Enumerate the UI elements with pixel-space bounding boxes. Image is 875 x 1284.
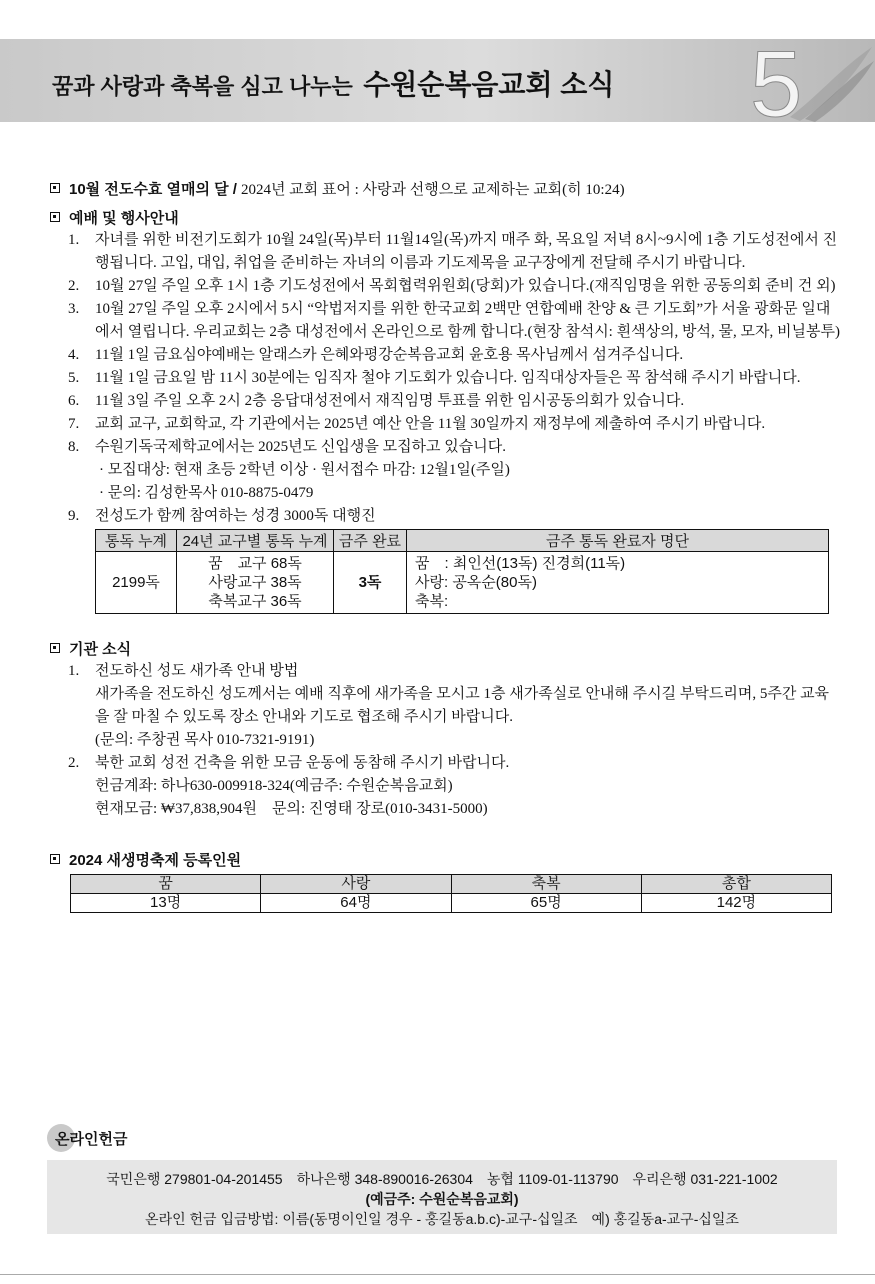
mission-subtitle: 2024년 교회 표어 : 사랑과 선행으로 교제하는 교회(히 10:24) <box>240 181 625 198</box>
table-header-row <box>96 530 829 552</box>
festival-table <box>70 874 832 913</box>
donation-account: 헌금계좌: 하나630-009918-324(예금주: 수원순복음교회) <box>95 778 453 794</box>
list-item: 2. 10월 27일 주일 오후 1시 1층 기도성전에서 목회협력위원회(당회)가 있습니다.(재직임명을 위한 공동의회 준비 건 외) <box>68 278 836 294</box>
orgs-body: 새가족을 전도하신 성도께서는 예배 직후에 새가족을 모시고 1층 새가족실로 안내해 주시길 부탁드리며, 5주간 교육을 잘 마칠 수 있도록 장소 안내와 기도로 협조해 주시기 바랍니다. <box>95 686 830 725</box>
mission-title: 10월 전도수효 열매의 달 / <box>69 180 237 198</box>
festival-heading <box>50 847 840 871</box>
bible-reading-table <box>95 529 829 614</box>
list-item: 9. 전성도가 함께 참여하는 성경 3000독 대행진 <box>68 508 376 524</box>
list-item: 4. 11월 1일 금요심야예배는 알래스카 은혜와평강순복음교회 윤호용 목사님께서 섬겨주십니다. <box>68 347 684 363</box>
list-item: 3. 10월 27일 주일 오후 2시에서 5시 “악법저지를 위한 한국교회 2백만 연합예배 찬양 & 큰 기도회”가 서울 광화문 일대에서 열립니다. 우리교회는 2층 대성전에서 온라인으로 함께 합니다.(현장 참석시: 흰색상의, 방석, 물, 모자, 비닐봉투) <box>68 301 840 340</box>
worship-title: 예배 및 행사안내 <box>69 209 179 227</box>
title-prefix: 꿈과 사랑과 축복을 심고 나누는 <box>52 74 353 99</box>
col-week: 금주 완료 <box>334 530 407 552</box>
festival-title: 2024 새생명축제 등록인원 <box>69 851 242 869</box>
orgs-title: 기관 소식 <box>69 640 132 658</box>
orgs-heading <box>50 636 840 660</box>
admission-info: · 모집대상: 현재 초등 2학년 이상 · 원서접수 마감: 12월1일(주일) <box>99 462 510 478</box>
table-row <box>96 552 829 614</box>
deposit-method: 온라인 헌금 입금방법: 이름(동명이인일 경우 - 홍길동a.b.c)-교구-십일조 예) 홍길동a-교구-십일조 <box>145 1211 739 1227</box>
online-offering-title: 온라인헌금 <box>55 1130 128 1148</box>
page-number: 5 <box>750 39 803 122</box>
account-holder: (예금주: 수원순복음교회) <box>365 1191 519 1207</box>
square-bullet-icon <box>50 212 60 222</box>
worship-heading <box>50 205 840 229</box>
list-item: 8. 수원기독국제학교에서는 2025년도 신입생을 모집하고 있습니다. · 모집대상: 현재 초등 2학년 이상 · 원서접수 마감: 12월1일(주일) · 문의: 김성한목사 010-8875-0479 <box>50 436 840 505</box>
page-title <box>52 63 614 103</box>
admission-contact: · 문의: 김성한목사 010-8875-0479 <box>99 485 314 501</box>
col-district: 24년 교구별 통독 누계 <box>177 530 334 552</box>
district-cell: 꿈 교구 68독 사랑교구 38독 축복교구 36독 <box>177 552 334 614</box>
list-item: 7. 교회 교구, 교회학교, 각 기관에서는 2025년 예산 안을 11월 30일까지 재정부에 제출하여 주시기 바랍니다. <box>68 416 766 432</box>
mission-heading <box>50 176 840 200</box>
title-main: 수원순복음교회 소식 <box>363 69 615 100</box>
bottom-divider <box>0 1274 875 1275</box>
col-names: 금주 통독 완료자 명단 <box>407 530 829 552</box>
week-cell: 3독 <box>334 552 407 614</box>
online-offering-box <box>47 1160 837 1234</box>
names-cell: 꿈 : 최인선(13독) 진경희(11독) 사랑: 공옥순(80독) 축복: <box>407 552 829 614</box>
total-cell: 2199독 <box>96 552 177 614</box>
bank-accounts: 국민은행 279801-04-201455 하나은행 348-890016-26304 농협 1109-01-113790 우리은행 031-221-1002 <box>106 1171 778 1187</box>
header-banner <box>0 39 875 122</box>
online-offering-heading <box>47 1124 127 1152</box>
square-bullet-icon <box>50 854 60 864</box>
table-header-row: 꿈 사랑 축복 총합 <box>71 875 832 894</box>
list-item: 1. 전도하신 성도 새가족 안내 방법 새가족을 전도하신 성도께서는 예배 직후에 새가족을 모시고 1층 새가족실로 안내해 주시길 부탁드리며, 5주간 교육을 잘 마칠 수 있도록 장소 안내와 기도로 협조해 주시기 바랍니다. (문의: 주창권 목사 010-7321-9191) <box>50 660 840 752</box>
list-item: 5. 11월 1일 금요일 밤 11시 30분에는 임직자 철야 기도회가 있습니다. 임직대상자들은 꼭 참석해 주시기 바랍니다. <box>68 370 801 386</box>
worship-list <box>50 229 840 528</box>
orgs-list <box>50 660 840 821</box>
square-bullet-icon <box>50 183 60 193</box>
donation-amount: 현재모금: ₩37,838,904원 문의: 진영태 장로(010-3431-5000) <box>95 801 488 817</box>
list-item: 6. 11월 3일 주일 오후 2시 2층 응답대성전에서 재직임명 투표를 위한 임시공동의회가 있습니다. <box>68 393 685 409</box>
main-content <box>50 176 840 913</box>
square-bullet-icon <box>50 643 60 653</box>
col-total: 통독 누계 <box>96 530 177 552</box>
table-row: 13명 64명 65명 142명 <box>71 894 832 913</box>
list-item: 2. 북한 교회 성전 건축을 위한 모금 운동에 동참해 주시기 바랍니다. 헌금계좌: 하나630-009918-324(예금주: 수원순복음교회) 현재모금: ₩37,838,904원 문의: 진영태 장로(010-3431-5000) <box>50 752 840 821</box>
orgs-contact: (문의: 주창권 목사 010-7321-9191) <box>95 732 315 748</box>
list-item: 1. 자녀를 위한 비전기도회가 10월 24일(목)부터 11월14일(목)까지 매주 화, 목요일 저녁 8시~9시에 1층 기도성전에서 진행됩니다. 고입, 대입, 취업을 준비하는 자녀의 이름과 기도제목을 교구장에게 전달해 주시기 바랍니다. <box>68 232 838 271</box>
